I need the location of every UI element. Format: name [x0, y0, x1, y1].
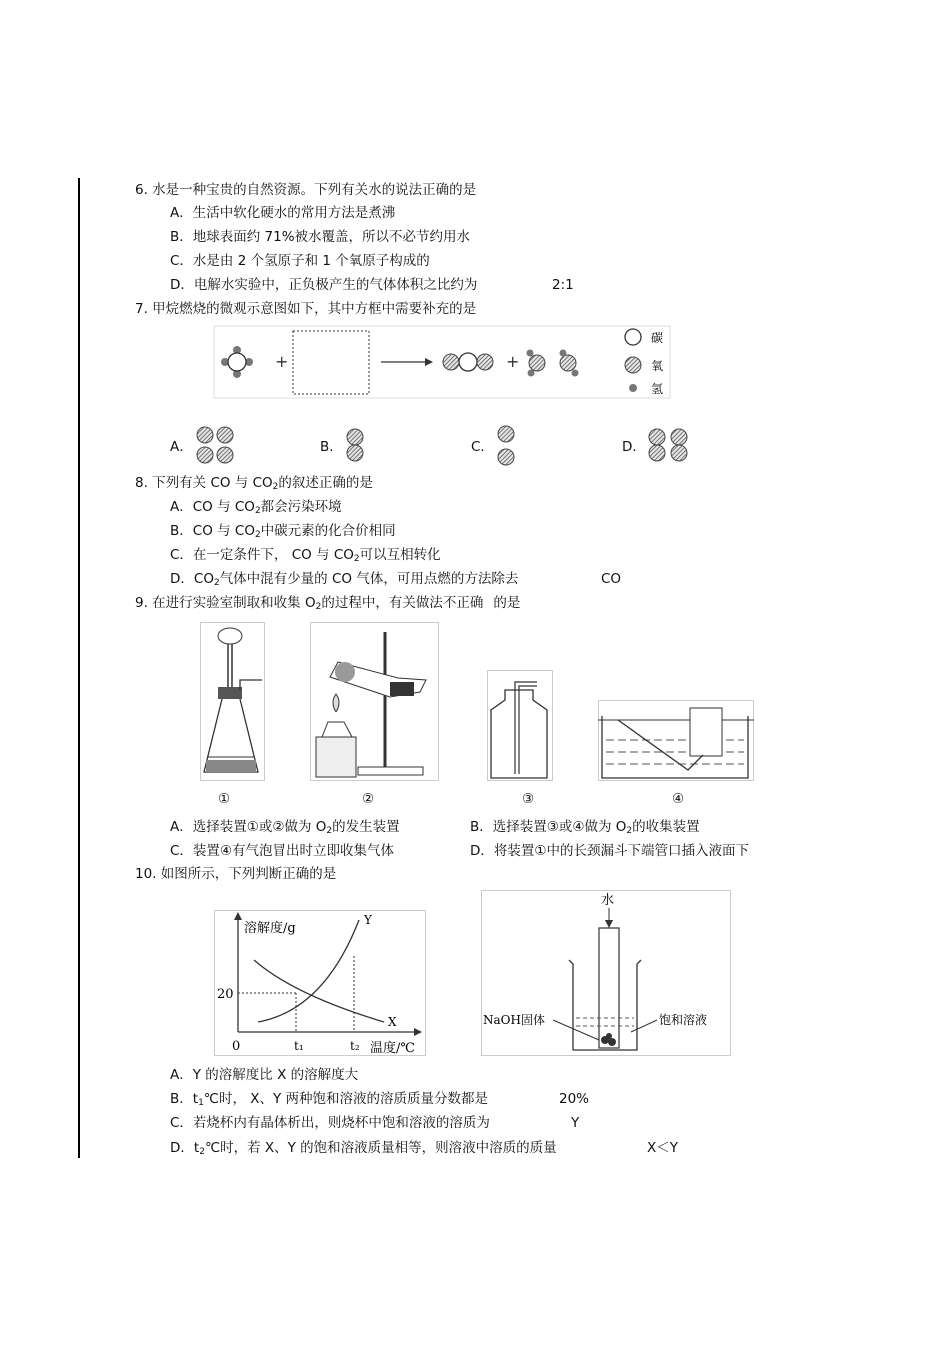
svg-text:+: +: [506, 352, 520, 371]
methane-molecule: [221, 346, 253, 378]
q8-option-b[interactable]: B．CO 与 $CO_2$中碳元素的化合价相同: [170, 523, 396, 540]
x-axis-label: 温度/℃: [370, 1041, 415, 1056]
apparatus-label-1: ①: [218, 791, 231, 807]
page-margin-line: [78, 178, 80, 1158]
series-x-label: X: [388, 1015, 397, 1029]
q10-option-d[interactable]: D．$t_2℃$时，若 X、Y 的饱和溶液质量相等，则溶液中溶质的质量: [170, 1140, 557, 1157]
legend-oxygen: 氧: [651, 359, 664, 373]
y-axis-label: 溶解度/g: [244, 921, 296, 936]
legend: [625, 329, 641, 392]
apparatus-2-heating: [310, 622, 440, 782]
y-tick-20: 20: [217, 987, 234, 1002]
q10-option-c[interactable]: C．若烧杯内有晶体析出，则烧杯中饱和溶液的溶质为: [170, 1115, 490, 1131]
methane-combustion-diagram: [213, 325, 673, 400]
q9-option-d[interactable]: D．将装置①中的长颈漏斗下端管口插入液面下: [470, 843, 749, 859]
series-y-label: Y: [364, 913, 372, 927]
origin-label: 0: [232, 1039, 241, 1054]
blank-box: [293, 331, 369, 394]
water-label: 水: [601, 893, 615, 908]
q7-option-d[interactable]: D．: [622, 439, 646, 455]
q9-option-a[interactable]: A．选择装置①或②做为 $O_2$的发生装置: [170, 819, 400, 836]
option-b-molecule: [344, 426, 366, 466]
q10-stem: 10. 如图所示，下列判断正确的是: [135, 866, 337, 882]
apparatus-label-2: ②: [362, 791, 375, 807]
apparatus-label-4: ④: [672, 791, 685, 807]
q6-option-d[interactable]: D．电解水实验中，正负极产生的气体体积之比约为: [170, 277, 478, 293]
apparatus-3-bottle: [487, 670, 553, 782]
x-tick-t2: t₂: [350, 1039, 360, 1053]
q7-option-b[interactable]: B．: [320, 439, 343, 455]
q9-option-b[interactable]: B．选择装置③或④做为 $O_2$的收集装置: [470, 819, 700, 836]
q10-option-a[interactable]: A．Y 的溶解度比 X 的溶解度大: [170, 1067, 359, 1083]
solubility-curve-chart: [214, 910, 426, 1056]
q10-option-c-end: Y: [571, 1115, 580, 1131]
q6-option-a[interactable]: A．生活中软化硬水的常用方法是煮沸: [170, 205, 396, 221]
q8-option-c[interactable]: C．在一定条件下， CO 与 $CO_2$可以互相转化: [170, 547, 441, 564]
x-tick-t1: t₁: [294, 1039, 304, 1053]
q10-option-d-end: X＜Y: [647, 1140, 678, 1156]
apparatus-1-flask: [200, 622, 265, 782]
water-molecule: [527, 350, 546, 377]
q8-option-d-end: CO: [601, 571, 622, 587]
q6-stem: 6. 水是一种宝贵的自然资源。下列有关水的说法正确的是: [135, 182, 477, 198]
naoh-label: NaOH固体: [483, 1013, 545, 1027]
svg-text:+: +: [275, 352, 289, 371]
q10-option-b-end: 20%: [559, 1091, 590, 1107]
q7-stem: 7. 甲烷燃烧的微观示意图如下，其中方框中需要补充的是: [135, 301, 477, 317]
q10-option-b[interactable]: B．$t_1℃$时， X、Y 两种饱和溶液的溶质质量分数都是: [170, 1091, 489, 1108]
apparatus-label-3: ③: [522, 791, 535, 807]
q7-option-c[interactable]: C．: [471, 439, 494, 455]
q6-option-b[interactable]: B．地球表面约 71%被水覆盖，所以不必节约用水: [170, 229, 471, 245]
q8-option-d[interactable]: D．$CO_2$气体中混有少量的 CO 气体，可用点燃的方法除去: [170, 571, 519, 588]
q9-stem: 9. 在进行实验室制取和收集 $O_2$的过程中，有关做法不正确 的是: [135, 595, 521, 612]
option-d-molecules: [646, 426, 692, 466]
q8-option-a[interactable]: A．CO 与 $CO_2$都会污染环境: [170, 499, 342, 516]
beaker-naoh-diagram: [481, 890, 731, 1056]
q6-option-c[interactable]: C．水是由 2 个氢原子和 1 个氧原子构成的: [170, 253, 430, 269]
q9-option-c[interactable]: C．装置④有气泡冒出时立即收集气体: [170, 843, 395, 859]
option-c-molecules: [495, 424, 519, 468]
option-a-molecules: [194, 424, 238, 466]
co2-molecule: [443, 353, 493, 371]
q6-option-d-ratio: 2:1: [552, 277, 574, 293]
water-molecule: [560, 350, 579, 377]
apparatus-4-water-trough: [598, 700, 754, 782]
legend-carbon: 碳: [651, 331, 664, 345]
saturated-solution-label: 饱和溶液: [659, 1013, 708, 1027]
q8-stem: 8. 下列有关 CO 与 $CO_2$的叙述正确的是: [135, 475, 373, 492]
legend-hydrogen: 氢: [651, 382, 664, 396]
q7-option-a[interactable]: A．: [170, 439, 193, 455]
